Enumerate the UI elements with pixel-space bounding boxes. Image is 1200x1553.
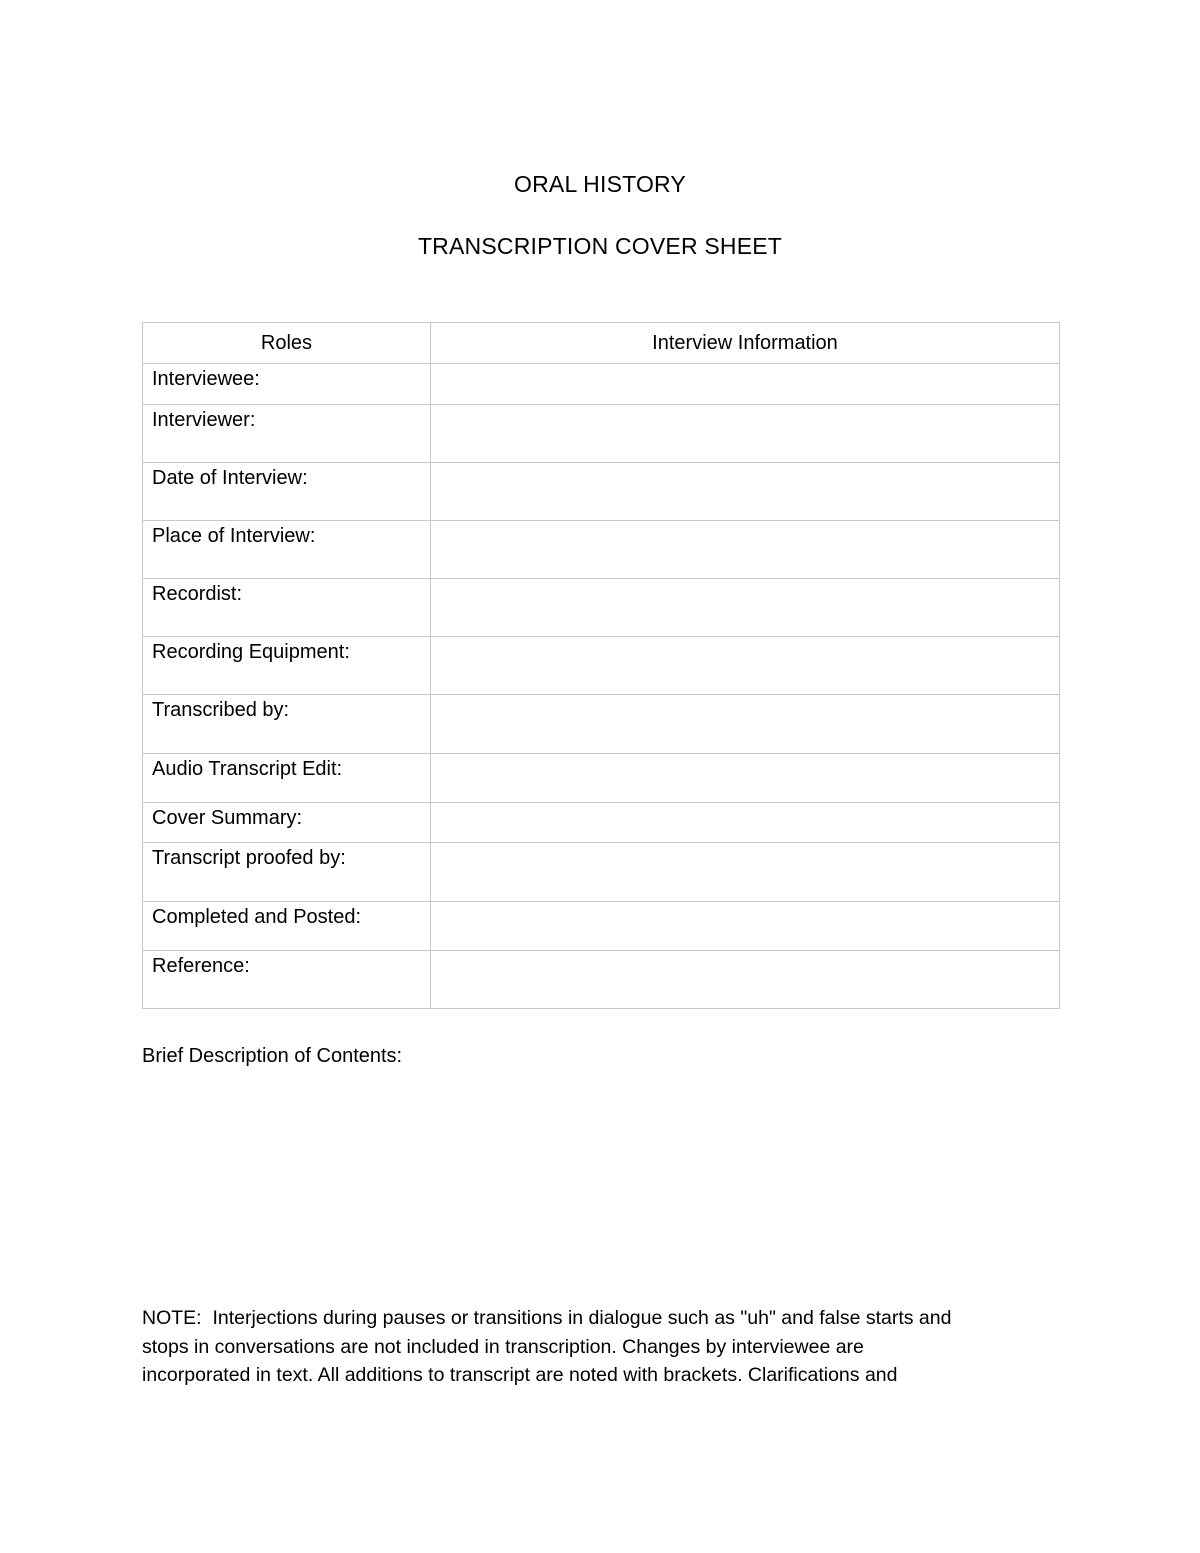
info-field-interviewer[interactable]	[431, 405, 1060, 463]
role-label-recording-equipment: Recording Equipment:	[143, 637, 431, 695]
role-label-date-of-interview: Date of Interview:	[143, 463, 431, 521]
info-field-audio-transcript-edit[interactable]	[431, 754, 1060, 803]
document-title: ORAL HISTORY	[514, 171, 686, 197]
transcription-note	[142, 1304, 1052, 1390]
role-label-completed-and-posted: Completed and Posted:	[143, 902, 431, 951]
note-text-line-1: Interjections during pauses or transitions in dialogue such as "uh" and false starts and	[212, 1307, 952, 1329]
info-field-recordist[interactable]	[431, 579, 1060, 637]
table-row	[143, 637, 1060, 695]
table-row	[143, 951, 1060, 1009]
info-field-completed-and-posted[interactable]	[431, 902, 1060, 951]
table-header-row	[143, 323, 1060, 364]
table-row	[143, 754, 1060, 803]
table-row	[143, 843, 1060, 902]
table-row	[143, 364, 1060, 405]
brief-description-label: Brief Description of Contents:	[142, 1045, 403, 1067]
info-field-transcript-proofed-by[interactable]	[431, 843, 1060, 902]
note-label: NOTE:	[142, 1307, 202, 1329]
table-row	[143, 902, 1060, 951]
column-header-roles: Roles	[143, 323, 431, 364]
table-row	[143, 695, 1060, 754]
column-header-interview-information: Interview Information	[431, 323, 1060, 364]
role-label-reference: Reference:	[143, 951, 431, 1009]
role-label-interviewer: Interviewer:	[143, 405, 431, 463]
role-label-transcript-proofed-by: Transcript proofed by:	[143, 843, 431, 902]
info-field-place-of-interview[interactable]	[431, 521, 1060, 579]
cover-sheet-table	[142, 322, 1060, 1009]
note-line	[142, 1304, 1052, 1333]
role-label-audio-transcript-edit: Audio Transcript Edit:	[143, 754, 431, 803]
info-field-date-of-interview[interactable]	[431, 463, 1060, 521]
info-field-reference[interactable]	[431, 951, 1060, 1009]
role-label-transcribed-by: Transcribed by:	[143, 695, 431, 754]
note-text-line-3: incorporated in text. All additions to transcript are noted with brackets. Clarifications and	[142, 1364, 898, 1386]
role-label-recordist: Recordist:	[143, 579, 431, 637]
table-row	[143, 803, 1060, 843]
table-row	[143, 521, 1060, 579]
table-row	[143, 579, 1060, 637]
info-field-interviewee[interactable]	[431, 364, 1060, 405]
note-text-line-2: stops in conversations are not included in transcription. Changes by interviewee are	[142, 1335, 864, 1358]
document-subtitle: TRANSCRIPTION COVER SHEET	[417, 233, 783, 259]
table-row	[143, 405, 1060, 463]
info-field-cover-summary[interactable]	[431, 803, 1060, 843]
role-label-interviewee: Interviewee:	[143, 364, 431, 405]
info-field-recording-equipment[interactable]	[431, 637, 1060, 695]
info-field-transcribed-by[interactable]	[431, 695, 1060, 754]
role-label-cover-summary: Cover Summary:	[143, 803, 431, 843]
table-row	[143, 463, 1060, 521]
role-label-place-of-interview: Place of Interview:	[143, 521, 431, 579]
